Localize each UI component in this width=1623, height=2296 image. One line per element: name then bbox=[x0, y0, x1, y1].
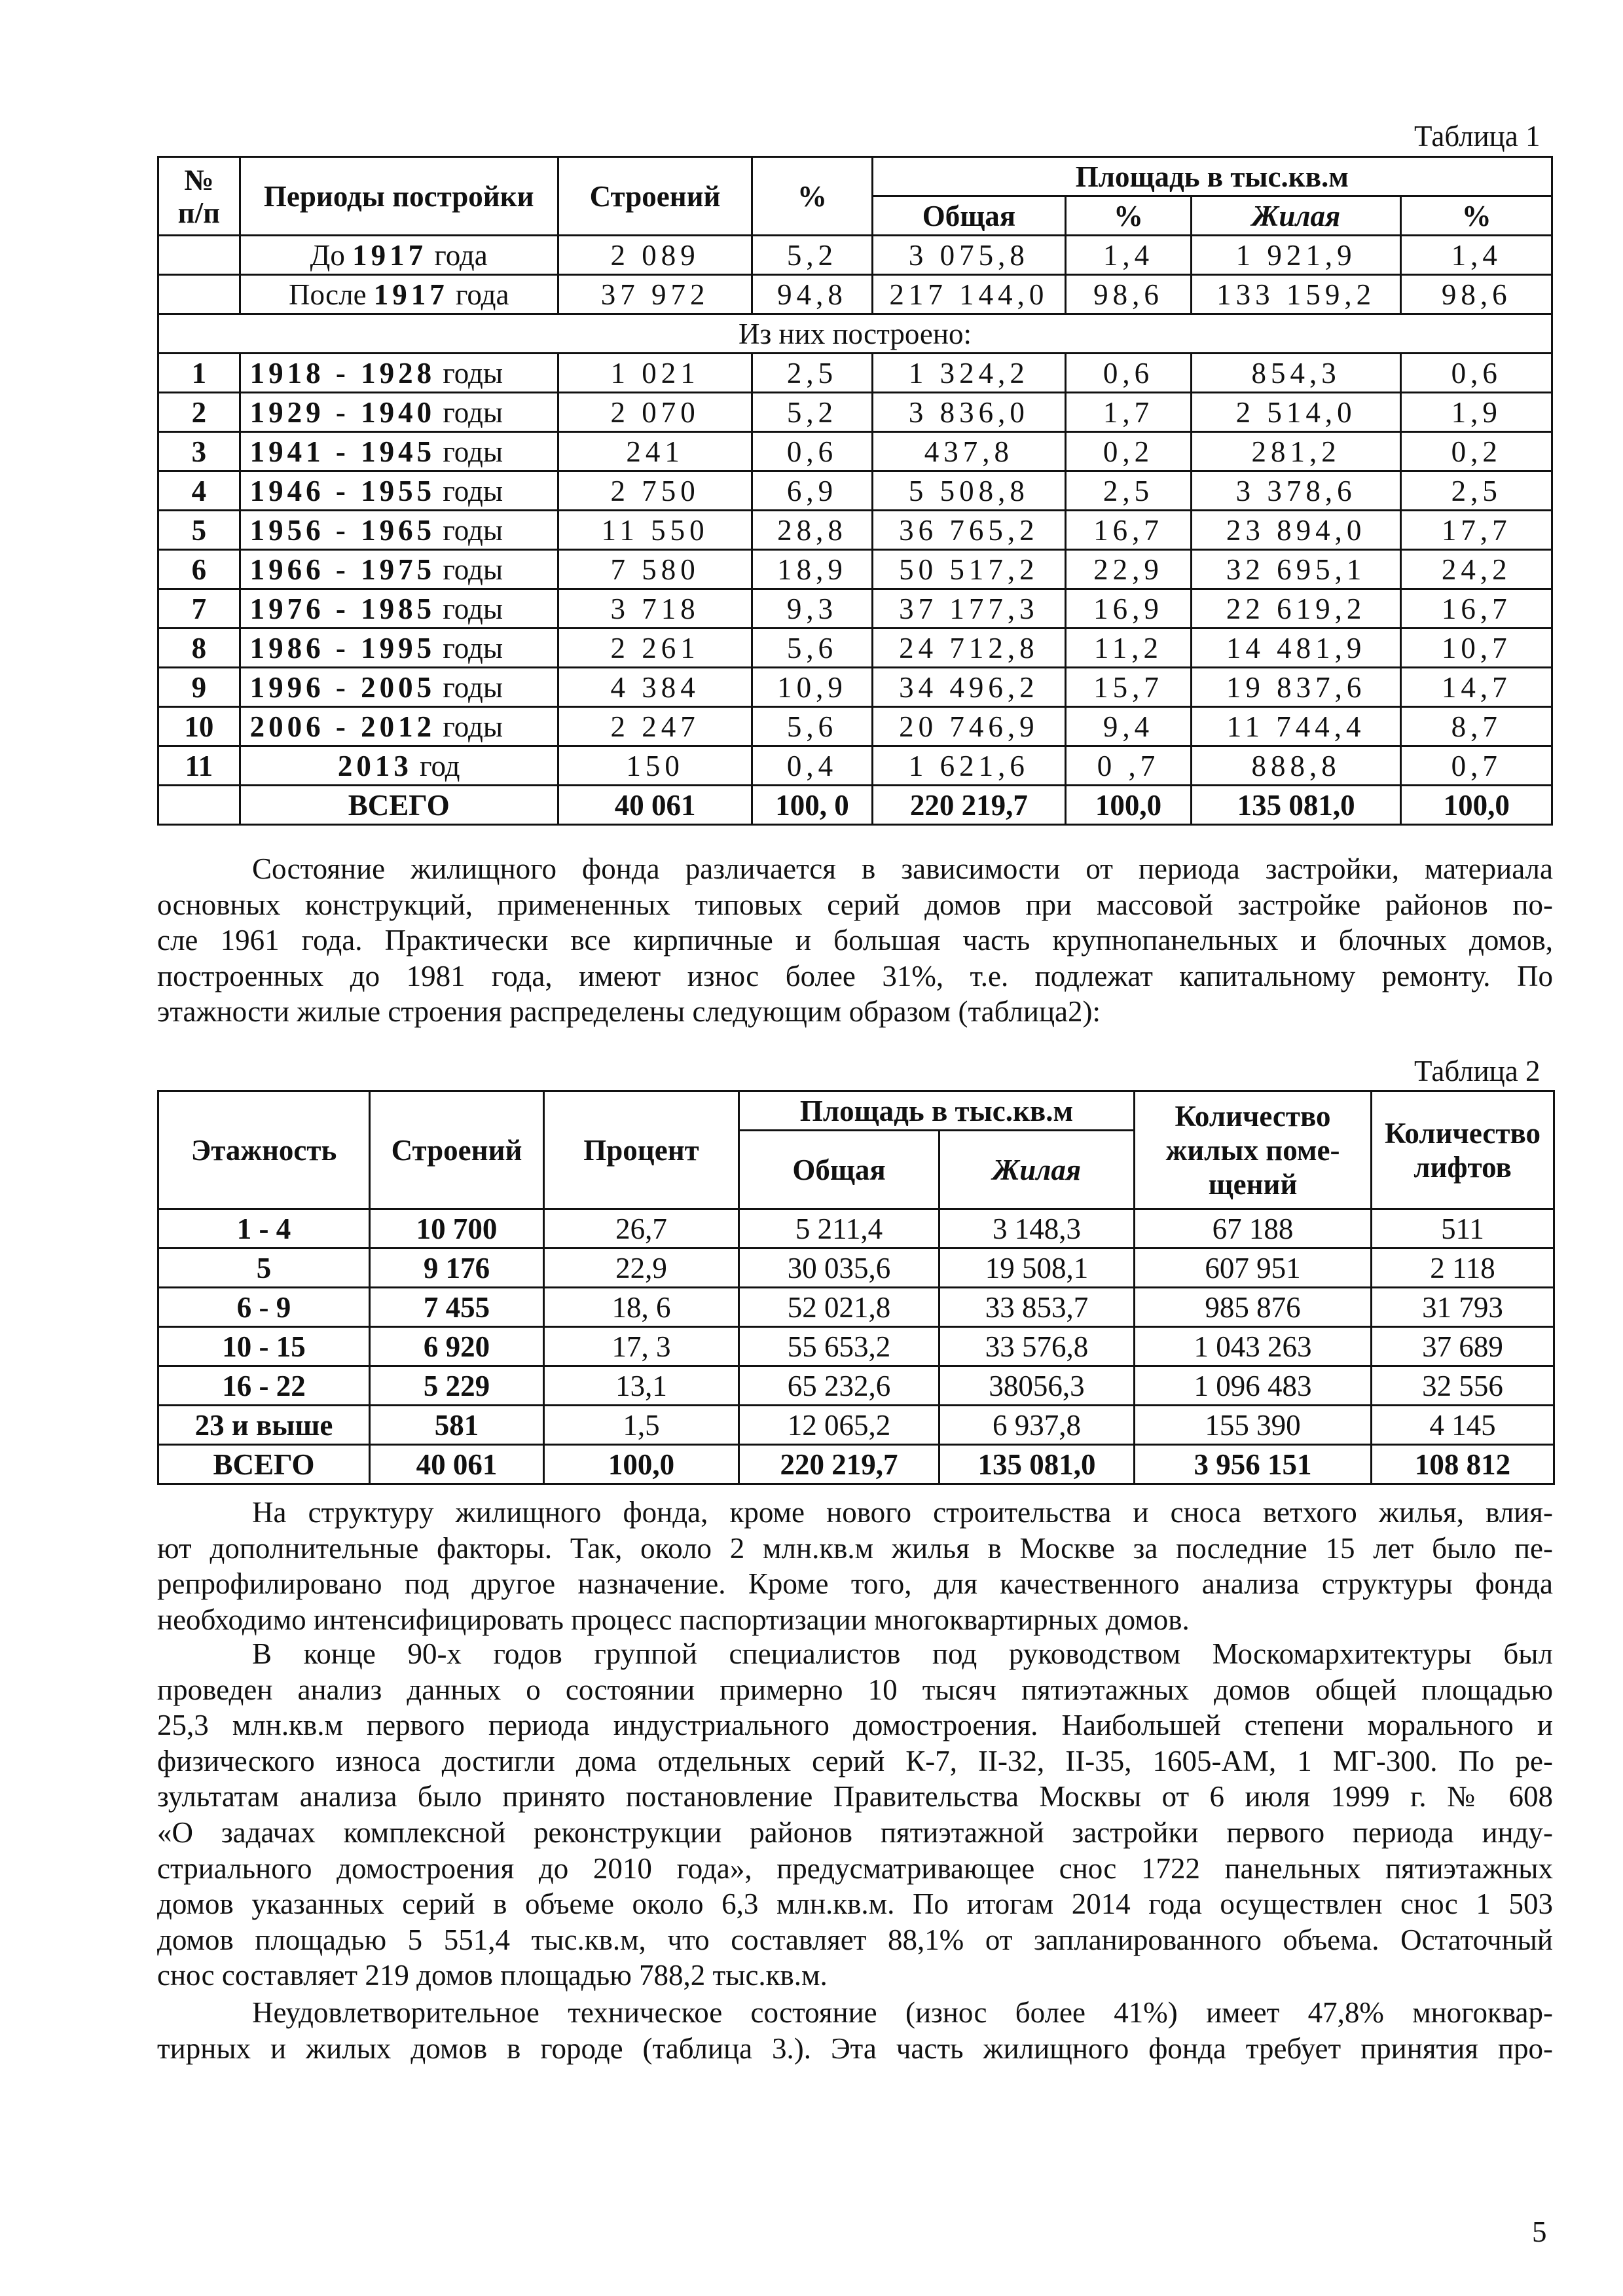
total-area-percent-cell: 1,7 bbox=[1066, 393, 1192, 432]
living-area-percent-cell: 1,4 bbox=[1401, 236, 1552, 275]
period-years: 1956 - 1965 bbox=[249, 513, 436, 547]
text-line: 25,3 млн.кв.м первого периода индустриального домостроения. Наибольшей степени морального и bbox=[157, 1709, 1553, 1742]
table-row bbox=[158, 746, 1552, 786]
header-floors: Этажность bbox=[158, 1091, 370, 1209]
total-percent: 100, 0 bbox=[752, 786, 872, 825]
percent-cell: 6,9 bbox=[752, 471, 872, 511]
buildings-cell: 11 550 bbox=[558, 511, 752, 550]
table-row bbox=[158, 393, 1552, 432]
lifts-cell: 37 689 bbox=[1372, 1327, 1554, 1366]
text-line: репрофилировано под другое назначение. Кроме того, для качественного анализа структуры фонда bbox=[157, 1567, 1553, 1601]
period-suffix: годы bbox=[435, 670, 503, 704]
table-construction-periods bbox=[157, 156, 1553, 826]
total-area-percent-cell: 22,9 bbox=[1066, 550, 1192, 589]
total-area-cell: 30 035,6 bbox=[739, 1248, 939, 1288]
total-area-percent-cell: 16,9 bbox=[1066, 589, 1192, 629]
buildings-cell: 2 070 bbox=[558, 393, 752, 432]
percent-cell: 5,6 bbox=[752, 707, 872, 746]
header-periods: Периоды постройки bbox=[240, 157, 558, 236]
period-suffix: годы bbox=[435, 474, 503, 507]
buildings-cell: 2 261 bbox=[558, 629, 752, 668]
total-area-cell: 50 517,2 bbox=[872, 550, 1065, 589]
header-area-group: Площадь в тыс.кв.м bbox=[872, 157, 1552, 196]
paragraph-housing-condition bbox=[157, 851, 1553, 1030]
buildings-cell: 2 247 bbox=[558, 707, 752, 746]
floors-cell: 23 и выше bbox=[158, 1406, 370, 1445]
row-number: 1 bbox=[158, 354, 240, 393]
table1-subheader: Из них построено: bbox=[158, 314, 1552, 354]
text-line: «О задачах комплексной реконструкции районов пятиэтажной застройки первого периода инду- bbox=[157, 1815, 1553, 1849]
total-area-percent-cell: 15,7 bbox=[1066, 668, 1192, 707]
period-years: 1929 - 1940 bbox=[249, 395, 436, 429]
period-years: 1918 - 1928 bbox=[249, 356, 436, 390]
total-total-area-percent: 100,0 bbox=[1066, 786, 1192, 825]
period-prefix: После bbox=[289, 278, 374, 311]
rooms-cell: 1 043 263 bbox=[1135, 1327, 1372, 1366]
percent-cell: 28,8 bbox=[752, 511, 872, 550]
row-number bbox=[158, 236, 240, 275]
text-line: основных конструкций, примененных типовых серий домов при массовой застройке районов по- bbox=[157, 888, 1553, 921]
total-area-cell: 12 065,2 bbox=[739, 1406, 939, 1445]
percent-cell: 5,2 bbox=[752, 236, 872, 275]
living-area-percent-cell: 8,7 bbox=[1401, 707, 1552, 746]
percent-cell: 18,9 bbox=[752, 550, 872, 589]
text-line: ют дополнительные факторы. Так, около 2 млн.кв.м жилья в Москве за последние 15 лет было пе- bbox=[157, 1531, 1553, 1565]
header-living-area: Жилая bbox=[939, 1131, 1135, 1209]
text-line: Неудовлетворительное техническое состояние (износ более 41%) имеет 47,8% многоквар- bbox=[252, 1996, 1553, 2029]
table-row bbox=[158, 589, 1552, 629]
total-area-cell: 1 324,2 bbox=[872, 354, 1065, 393]
buildings-cell: 9 176 bbox=[370, 1248, 544, 1288]
row-number: 4 bbox=[158, 471, 240, 511]
buildings-cell: 7 455 bbox=[370, 1288, 544, 1327]
text-line: этажности жилые строения распределены следующим образом (таблица2): bbox=[157, 995, 1101, 1029]
total-living-area: 135 081,0 bbox=[1191, 786, 1401, 825]
percent-cell: 13,1 bbox=[544, 1366, 739, 1406]
text-line: построенных до 1981 года, имеют износ более 31%, т.е. подлежат капитальному ремонту. По bbox=[157, 959, 1553, 993]
lifts-cell: 32 556 bbox=[1372, 1366, 1554, 1406]
table-row bbox=[158, 1288, 1554, 1327]
total-label: ВСЕГО bbox=[158, 1445, 370, 1484]
total-living-area: 135 081,0 bbox=[939, 1445, 1135, 1484]
text-line: В конце 90-х годов группой специалистов под руководством Москомархитектуры был bbox=[252, 1637, 1553, 1670]
floors-cell: 16 - 22 bbox=[158, 1366, 370, 1406]
rooms-cell: 985 876 bbox=[1135, 1288, 1372, 1327]
header-total-area: Общая bbox=[872, 196, 1065, 236]
total-area-cell: 34 496,2 bbox=[872, 668, 1065, 707]
floors-cell: 6 - 9 bbox=[158, 1288, 370, 1327]
period-cell bbox=[240, 432, 558, 471]
buildings-cell: 241 bbox=[558, 432, 752, 471]
buildings-cell: 581 bbox=[370, 1406, 544, 1445]
table1-caption: Таблица 1 bbox=[1414, 120, 1541, 153]
header-percent: % bbox=[752, 157, 872, 236]
text-line: снос составляет 219 домов площадью 788,2 тыс.кв.м. bbox=[157, 1959, 828, 1992]
row-number: 11 bbox=[158, 746, 240, 786]
table-row bbox=[158, 471, 1552, 511]
header-number-line1: № bbox=[184, 163, 214, 196]
header-percent: Процент bbox=[544, 1091, 739, 1209]
living-area-cell: 19 837,6 bbox=[1191, 668, 1401, 707]
period-cell bbox=[240, 275, 558, 314]
text-line: На структуру жилищного фонда, кроме нового строительства и сноса ветхого жилья, влия- bbox=[252, 1496, 1553, 1529]
row-number: 5 bbox=[158, 511, 240, 550]
table-row bbox=[158, 1406, 1554, 1445]
period-suffix: годы bbox=[435, 553, 503, 586]
total-buildings: 40 061 bbox=[558, 786, 752, 825]
living-area-cell: 888,8 bbox=[1191, 746, 1401, 786]
living-area-cell: 2 514,0 bbox=[1191, 393, 1401, 432]
floors-cell: 10 - 15 bbox=[158, 1327, 370, 1366]
living-area-cell: 38056,3 bbox=[939, 1366, 1135, 1406]
page-number: 5 bbox=[1532, 2215, 1547, 2248]
period-cell bbox=[240, 707, 558, 746]
period-cell bbox=[240, 589, 558, 629]
period-years: 1996 - 2005 bbox=[249, 670, 436, 704]
living-area-cell: 3 378,6 bbox=[1191, 471, 1401, 511]
total-area-cell: 5 211,4 bbox=[739, 1209, 939, 1248]
percent-cell: 18, 6 bbox=[544, 1288, 739, 1327]
row-number bbox=[158, 786, 240, 825]
living-area-percent-cell: 2,5 bbox=[1401, 471, 1552, 511]
living-area-percent-cell: 98,6 bbox=[1401, 275, 1552, 314]
table-row bbox=[158, 275, 1552, 314]
total-area-cell: 55 653,2 bbox=[739, 1327, 939, 1366]
rooms-cell: 607 951 bbox=[1135, 1248, 1372, 1288]
total-area-percent-cell: 0,2 bbox=[1066, 432, 1192, 471]
total-area-cell: 65 232,6 bbox=[739, 1366, 939, 1406]
percent-cell: 0,4 bbox=[752, 746, 872, 786]
header-buildings: Строений bbox=[370, 1091, 544, 1209]
table2-caption: Таблица 2 bbox=[1414, 1055, 1541, 1087]
living-area-percent-cell: 10,7 bbox=[1401, 629, 1552, 668]
row-number: 6 bbox=[158, 550, 240, 589]
living-area-percent-cell: 1,9 bbox=[1401, 393, 1552, 432]
living-area-cell: 854,3 bbox=[1191, 354, 1401, 393]
rooms-cell: 67 188 bbox=[1135, 1209, 1372, 1248]
period-cell bbox=[240, 236, 558, 275]
table-row bbox=[158, 668, 1552, 707]
total-area-percent-cell: 16,7 bbox=[1066, 511, 1192, 550]
row-number: 9 bbox=[158, 668, 240, 707]
living-area-percent-cell: 16,7 bbox=[1401, 589, 1552, 629]
living-area-cell: 6 937,8 bbox=[939, 1406, 1135, 1445]
living-area-cell: 14 481,9 bbox=[1191, 629, 1401, 668]
total-label: ВСЕГО bbox=[240, 786, 558, 825]
living-area-percent-cell: 0,2 bbox=[1401, 432, 1552, 471]
period-suffix: годы bbox=[435, 710, 503, 743]
living-area-percent-cell: 24,2 bbox=[1401, 550, 1552, 589]
period-years: 1966 - 1975 bbox=[249, 553, 436, 586]
living-area-percent-cell: 0,7 bbox=[1401, 746, 1552, 786]
row-number: 2 bbox=[158, 393, 240, 432]
period-suffix: года bbox=[448, 278, 509, 311]
percent-cell: 9,3 bbox=[752, 589, 872, 629]
buildings-cell: 37 972 bbox=[558, 275, 752, 314]
text-line: физического износа достигли дома отдельных серий К-7, II-32, II-35, 1605-АМ, 1 МГ-300. По ре- bbox=[157, 1744, 1553, 1777]
header-total-area-percent: % bbox=[1066, 196, 1192, 236]
living-area-cell: 33 576,8 bbox=[939, 1327, 1135, 1366]
total-percent: 100,0 bbox=[544, 1445, 739, 1484]
percent-cell: 10,9 bbox=[752, 668, 872, 707]
total-area-cell: 5 508,8 bbox=[872, 471, 1065, 511]
header-area-group: Площадь в тыс.кв.м bbox=[739, 1091, 1135, 1131]
total-row bbox=[158, 1445, 1554, 1484]
paragraph-technical-condition bbox=[157, 1995, 1553, 2066]
percent-cell: 94,8 bbox=[752, 275, 872, 314]
buildings-cell: 3 718 bbox=[558, 589, 752, 629]
paragraph-five-storey-analysis bbox=[157, 1636, 1553, 1994]
header-living-area: Жилая bbox=[1191, 196, 1401, 236]
text-line: домов указанных серий в объеме около 6,3 млн.кв.м. По итогам 2014 года осуществлен снос 1 503 bbox=[157, 1887, 1553, 1921]
row-number: 7 bbox=[158, 589, 240, 629]
period-cell bbox=[240, 668, 558, 707]
total-area-cell: 3 836,0 bbox=[872, 393, 1065, 432]
period-suffix: годы bbox=[435, 395, 503, 429]
period-suffix: годы bbox=[435, 435, 503, 468]
living-area-cell: 11 744,4 bbox=[1191, 707, 1401, 746]
living-area-cell: 22 619,2 bbox=[1191, 589, 1401, 629]
living-area-cell: 133 159,2 bbox=[1191, 275, 1401, 314]
percent-cell: 17, 3 bbox=[544, 1327, 739, 1366]
table-row bbox=[158, 550, 1552, 589]
period-years: 1941 - 1945 bbox=[249, 435, 436, 468]
period-cell bbox=[240, 550, 558, 589]
table-row bbox=[158, 1248, 1554, 1288]
table-row bbox=[158, 629, 1552, 668]
lifts-cell: 2 118 bbox=[1372, 1248, 1554, 1288]
text-line: стриального домостроения до 2010 года», предусматривающее снос 1722 панельных пятиэтажных bbox=[157, 1851, 1553, 1885]
table-row bbox=[158, 1327, 1554, 1366]
total-area-percent-cell: 98,6 bbox=[1066, 275, 1192, 314]
living-area-cell: 33 853,7 bbox=[939, 1288, 1135, 1327]
total-area-cell: 437,8 bbox=[872, 432, 1065, 471]
living-area-cell: 3 148,3 bbox=[939, 1209, 1135, 1248]
period-prefix: До bbox=[310, 238, 353, 272]
total-buildings: 40 061 bbox=[370, 1445, 544, 1484]
living-area-cell: 1 921,9 bbox=[1191, 236, 1401, 275]
percent-cell: 5,6 bbox=[752, 629, 872, 668]
percent-cell: 1,5 bbox=[544, 1406, 739, 1445]
period-cell bbox=[240, 746, 558, 786]
text-line: зультатам анализа было принято постановление Правительства Москвы от 6 июля 1999 г. № 608 bbox=[157, 1780, 1553, 1813]
buildings-cell: 150 bbox=[558, 746, 752, 786]
living-area-cell: 19 508,1 bbox=[939, 1248, 1135, 1288]
total-row bbox=[158, 786, 1552, 825]
period-cell bbox=[240, 393, 558, 432]
total-rooms: 3 956 151 bbox=[1135, 1445, 1372, 1484]
period-suffix: год bbox=[412, 749, 460, 782]
header-living-area-percent: % bbox=[1401, 196, 1552, 236]
table-row bbox=[158, 511, 1552, 550]
living-area-cell: 281,2 bbox=[1191, 432, 1401, 471]
text-line: проведен анализ данных о состоянии примерно 10 тысяч пятиэтажных домов общей площадью bbox=[157, 1673, 1553, 1706]
period-years: 2013 bbox=[337, 749, 412, 782]
text-line: тирных и жилых домов в городе (таблица 3.). Эта часть жилищного фонда требует принятия про- bbox=[157, 2032, 1553, 2065]
header-number bbox=[158, 157, 240, 236]
text-line: необходимо интенсифицировать процесс паспортизации многоквартирных домов. bbox=[157, 1603, 1190, 1636]
total-living-area-percent: 100,0 bbox=[1401, 786, 1552, 825]
period-years: 1917 bbox=[373, 278, 448, 311]
buildings-cell: 6 920 bbox=[370, 1327, 544, 1366]
total-area-cell: 24 712,8 bbox=[872, 629, 1065, 668]
total-area-percent-cell: 11,2 bbox=[1066, 629, 1192, 668]
text-line: Состояние жилищного фонда различается в зависимости от периода застройки, материала bbox=[252, 852, 1553, 885]
living-area-cell: 32 695,1 bbox=[1191, 550, 1401, 589]
period-suffix: годы bbox=[435, 513, 503, 547]
living-area-percent-cell: 14,7 bbox=[1401, 668, 1552, 707]
text-line: сле 1961 года. Практически все кирпичные и большая часть крупнопанельных и блочных домов, bbox=[157, 924, 1553, 957]
header-lifts: Количество лифтов bbox=[1372, 1091, 1554, 1209]
period-cell bbox=[240, 629, 558, 668]
table-row bbox=[158, 354, 1552, 393]
total-area-percent-cell: 9,4 bbox=[1066, 707, 1192, 746]
period-cell bbox=[240, 354, 558, 393]
percent-cell: 26,7 bbox=[544, 1209, 739, 1248]
row-number bbox=[158, 275, 240, 314]
percent-cell: 22,9 bbox=[544, 1248, 739, 1288]
total-area-cell: 3 075,8 bbox=[872, 236, 1065, 275]
total-area-cell: 1 621,6 bbox=[872, 746, 1065, 786]
living-area-percent-cell: 17,7 bbox=[1401, 511, 1552, 550]
period-suffix: года bbox=[427, 238, 488, 272]
header-number-line2: п/п bbox=[177, 196, 221, 229]
total-area-percent-cell: 0 ,7 bbox=[1066, 746, 1192, 786]
period-years: 1976 - 1985 bbox=[249, 592, 436, 625]
table-row bbox=[158, 707, 1552, 746]
buildings-cell: 2 750 bbox=[558, 471, 752, 511]
total-area-percent-cell: 1,4 bbox=[1066, 236, 1192, 275]
period-years: 1986 - 1995 bbox=[249, 631, 436, 665]
total-area-percent-cell: 2,5 bbox=[1066, 471, 1192, 511]
buildings-cell: 4 384 bbox=[558, 668, 752, 707]
table-row bbox=[158, 236, 1552, 275]
total-area-cell: 37 177,3 bbox=[872, 589, 1065, 629]
period-years: 2006 - 2012 bbox=[249, 710, 436, 743]
table-row bbox=[158, 432, 1552, 471]
total-area-cell: 36 765,2 bbox=[872, 511, 1065, 550]
row-number: 8 bbox=[158, 629, 240, 668]
header-total-area: Общая bbox=[739, 1131, 939, 1209]
rooms-cell: 1 096 483 bbox=[1135, 1366, 1372, 1406]
lifts-cell: 511 bbox=[1372, 1209, 1554, 1248]
total-area-cell: 20 746,9 bbox=[872, 707, 1065, 746]
row-number: 3 bbox=[158, 432, 240, 471]
period-suffix: годы bbox=[435, 631, 503, 665]
buildings-cell: 5 229 bbox=[370, 1366, 544, 1406]
buildings-cell: 10 700 bbox=[370, 1209, 544, 1248]
buildings-cell: 1 021 bbox=[558, 354, 752, 393]
percent-cell: 2,5 bbox=[752, 354, 872, 393]
floors-cell: 5 bbox=[158, 1248, 370, 1288]
period-years: 1946 - 1955 bbox=[249, 474, 436, 507]
table-row bbox=[158, 1209, 1554, 1248]
header-rooms: Количество жилых поме-щений bbox=[1135, 1091, 1372, 1209]
paragraph-structure-factors bbox=[157, 1495, 1553, 1637]
lifts-cell: 31 793 bbox=[1372, 1288, 1554, 1327]
total-area-cell: 52 021,8 bbox=[739, 1288, 939, 1327]
period-cell bbox=[240, 471, 558, 511]
period-suffix: годы bbox=[435, 356, 503, 390]
living-area-percent-cell: 0,6 bbox=[1401, 354, 1552, 393]
total-total-area: 220 219,7 bbox=[872, 786, 1065, 825]
table-row bbox=[158, 1366, 1554, 1406]
table-floors bbox=[157, 1090, 1555, 1485]
total-area-percent-cell: 0,6 bbox=[1066, 354, 1192, 393]
period-years: 1917 bbox=[352, 238, 428, 272]
living-area-cell: 23 894,0 bbox=[1191, 511, 1401, 550]
total-area-cell: 217 144,0 bbox=[872, 275, 1065, 314]
total-lifts: 108 812 bbox=[1372, 1445, 1554, 1484]
lifts-cell: 4 145 bbox=[1372, 1406, 1554, 1445]
buildings-cell: 2 089 bbox=[558, 236, 752, 275]
rooms-cell: 155 390 bbox=[1135, 1406, 1372, 1445]
row-number: 10 bbox=[158, 707, 240, 746]
buildings-cell: 7 580 bbox=[558, 550, 752, 589]
percent-cell: 0,6 bbox=[752, 432, 872, 471]
header-buildings: Строений bbox=[558, 157, 752, 236]
percent-cell: 5,2 bbox=[752, 393, 872, 432]
period-cell bbox=[240, 511, 558, 550]
text-line: домов площадью 5 551,4 тыс.кв.м, что составляет 88,1% от запланированного объема. Остаточный bbox=[157, 1923, 1553, 1956]
period-suffix: годы bbox=[435, 592, 503, 625]
floors-cell: 1 - 4 bbox=[158, 1209, 370, 1248]
total-total-area: 220 219,7 bbox=[739, 1445, 939, 1484]
